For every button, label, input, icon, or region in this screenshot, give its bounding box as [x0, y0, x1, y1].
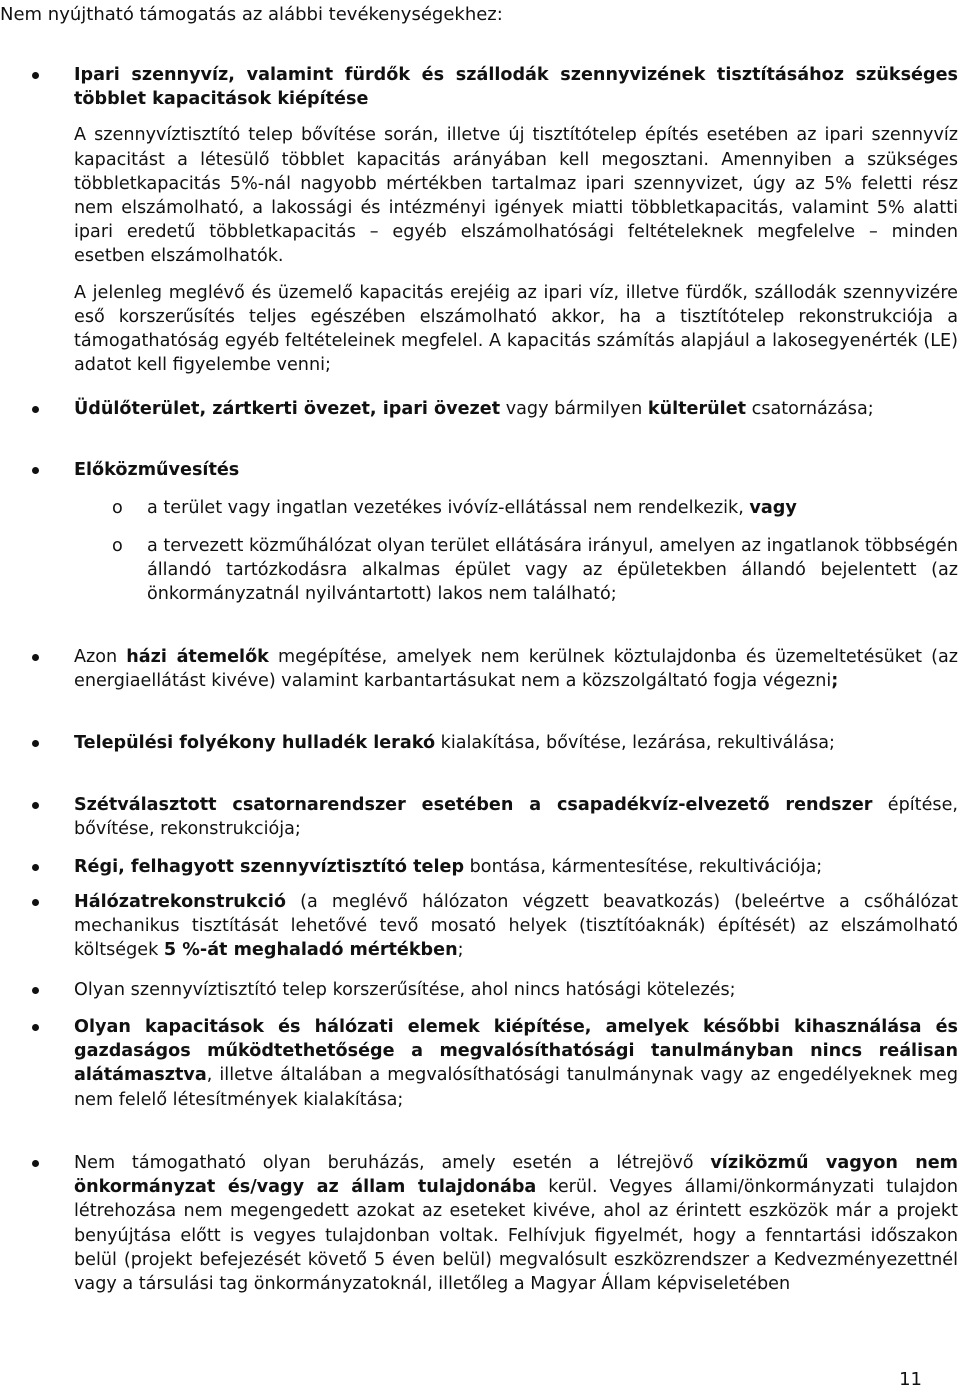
- bold-text: Olyan kapacitások és hálózati elemek kiépítése, amelyek későbbi kihasználása és gazdaságos működtethetősége a megvalósíthatósági tanulmányban nincs reálisan alátámasztva: [74, 1017, 958, 1086]
- list-item: [74, 397, 958, 421]
- circle-bullet-icon: o: [112, 498, 123, 518]
- item-text: kerül. Vegyes állami/önkormányzati tulajdon létrehozása nem megengedett azokat az eseteket kivéve, ahol az érintett eszközök már a projekt benyújtása előtt is vegyes tulajdonban voltak. Felhívjuk figyelmét, hogy a fenntartási időszakon belül (projekt befejezését követő 5 éven belül) megvalósult eszközrendszer a Kedvezményezettnél vagy a társulási tag önkormányzatoknál, illetőleg a Magyar Állam képviseletében: [74, 1177, 958, 1295]
- bold-text: víziközmű vagyon nem önkormányzat és/vagy az állam tulajdonába: [74, 1153, 958, 1198]
- bullet-icon: [32, 899, 39, 906]
- item-paragraph: A szennyvíztisztító telep bővítése során, illetve új tisztítótelep építés esetében az ipari szennyvíz kapacitást a létesülő többlet kapacitás arányában kell megosztani. Amennyiben a szükséges többletkapacitás 5%-nál nagyobb mértékben tartalmaz ipari szennyvizet, úgy az 5% feletti rész nem elszámolható, a lakossági és intézményi igények miatti többletkapacitás, valamint 5% alatti ipari eredetű többletkapacitás – egyéb elszámolhatósági feltételeknek megfelelve – minden esetben elszámolhatók.: [74, 125, 958, 267]
- bullet-icon: [32, 467, 39, 474]
- item-text: vagy bármilyen: [500, 399, 648, 419]
- bold-text: vagy: [749, 498, 797, 518]
- sub-list-item: [112, 534, 958, 607]
- list-item: [74, 793, 958, 841]
- bullet-icon: [32, 1024, 39, 1031]
- section-heading: Nem nyújtható támogatás az alábbi tevékenységekhez:: [0, 4, 503, 25]
- list-item: [74, 890, 958, 963]
- item-text: Nem támogatható olyan beruházás, amely esetén a létrejövő: [74, 1153, 711, 1173]
- item-text: bontása, kármentesítése, rekultivációja;: [464, 857, 823, 877]
- item-title: Ipari szennyvíz, valamint fürdők és szállodák szennyvizének tisztításához szükséges többlet kapacitások kiépítése: [74, 65, 958, 110]
- bullet-icon: [32, 987, 39, 994]
- item-text: csatornázása;: [746, 399, 874, 419]
- sub-list-item: [112, 496, 958, 520]
- bold-text: Szétválasztott csatornarendszer esetében a csapadékvíz-elvezető rendszer: [74, 795, 873, 815]
- item-text: a terület vagy ingatlan vezetékes ivóvíz-ellátással nem rendelkezik,: [147, 498, 750, 518]
- list-item: [74, 1015, 958, 1112]
- bold-text: házi átemelők: [126, 647, 269, 667]
- bold-text: Üdülőterület, zártkerti övezet, ipari övezet: [74, 399, 501, 419]
- bold-text: Hálózatrekonstrukció: [74, 892, 287, 912]
- bullet-icon: [32, 406, 39, 413]
- list-item: [74, 63, 958, 377]
- list-item: [74, 731, 958, 755]
- list-item: [74, 458, 958, 482]
- item-text: (a meglévő hálózaton végzett beavatkozás) (beleértve a csőhálózat mechanikus tisztítását lehetővé tevő mosató helyek (tisztítóaknák) építését) az elszámolható költségek: [74, 892, 958, 961]
- list-item: [74, 645, 958, 693]
- bold-text: külterület: [647, 399, 747, 419]
- circle-bullet-icon: o: [112, 536, 123, 556]
- item-text: a tervezett közműhálózat olyan terület ellátására irányul, amelyen az ingatlanok többségén állandó tartózkodásra alkalmas épület vagy az épületekben állandó bejelentett (az önkormányzatnál nyilvántartott) lakos nem található;: [147, 536, 958, 605]
- bold-text: ;: [831, 671, 839, 692]
- bullet-icon: [32, 72, 39, 79]
- item-text: , illetve általában a megvalósíthatósági tanulmánynak vagy az engedélyeknek meg nem felelő létesítmények kialakítása;: [74, 1065, 958, 1110]
- item-text: ;: [457, 940, 464, 961]
- bullet-icon: [32, 864, 39, 871]
- bullet-icon: [32, 740, 39, 747]
- item-text: Olyan szennyvíztisztító telep korszerűsítése, ahol nincs hatósági kötelezés;: [74, 980, 736, 1000]
- bold-text: 5 %-át meghaladó mértékben: [163, 940, 458, 961]
- bullet-icon: [32, 1160, 39, 1167]
- item-text: megépítése, amelyek nem kerülnek köztulajdonba és üzemeltetésüket (az energiaellátást kivéve) valamint karbantartásukat nem a közszolgáltató fogja végezni: [74, 647, 959, 692]
- item-paragraph: A jelenleg meglévő és üzemelő kapacitás erejéig az ipari víz, illetve fürdők, szállodák szennyvizére eső korszerűsítés teljes egészében elszámolható akkor, ha a tisztítótelep rekonstrukciója a támogathatóság egyéb feltételeinek megfelel. A kapacitás számítás alapjául a lakosegyenérték (LE) adatot kell figyelembe venni;: [74, 282, 958, 376]
- bullet-icon: [32, 654, 39, 661]
- bullet-icon: [32, 802, 39, 809]
- bold-text: Települési folyékony hulladék lerakó: [74, 733, 436, 753]
- bold-text: Régi, felhagyott szennyvíztisztító telep: [74, 857, 465, 877]
- list-item: [74, 978, 958, 1002]
- list-item: [74, 1151, 958, 1296]
- item-text: kialakítása, bővítése, lezárása, rekultiválása;: [435, 733, 835, 753]
- page-number: 11: [899, 1369, 922, 1390]
- item-title: Előközművesítés: [74, 460, 240, 480]
- item-text: építése, bővítése, rekonstrukciója;: [74, 795, 958, 840]
- item-text: Azon: [74, 647, 127, 667]
- list-item: [74, 855, 958, 879]
